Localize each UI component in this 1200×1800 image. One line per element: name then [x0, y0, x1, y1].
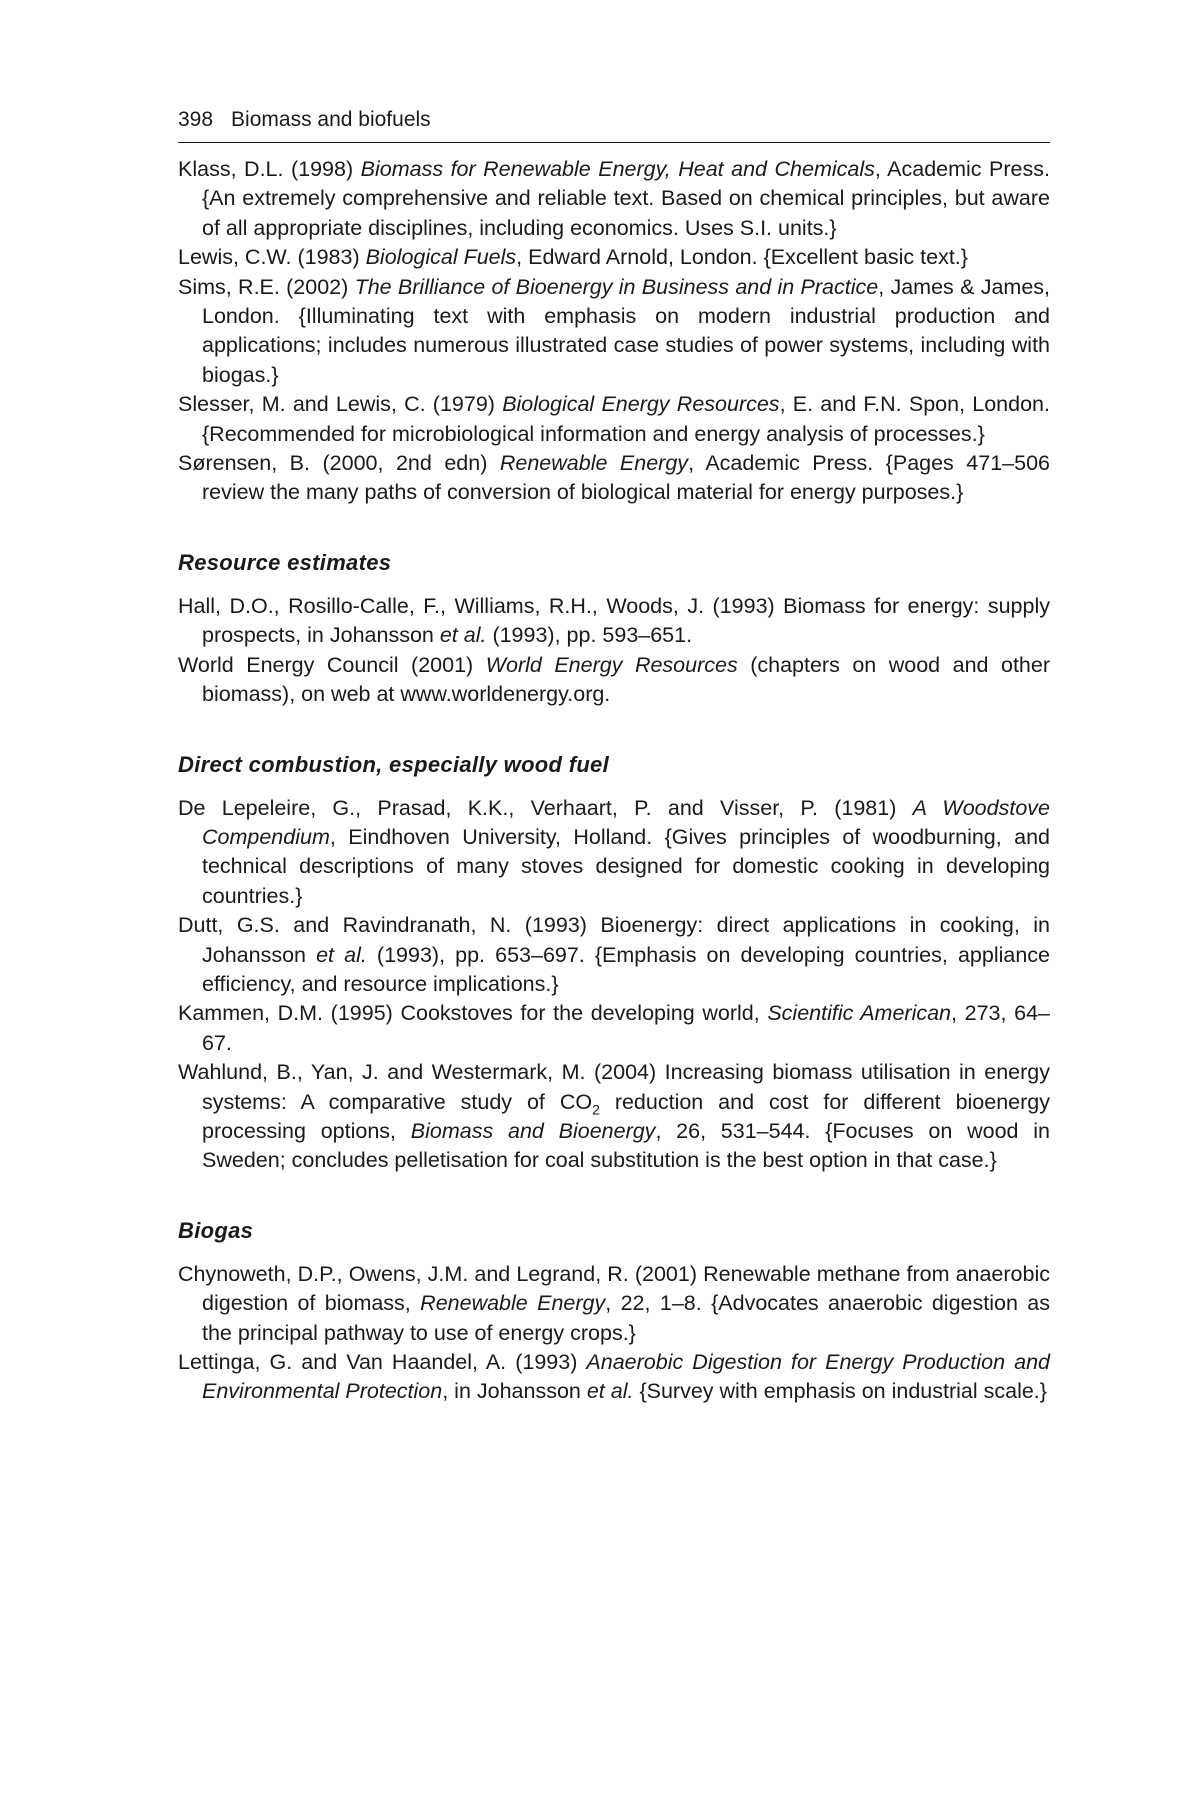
- reference-entry: Sims, R.E. (2002) The Brilliance of Bioenergy in Business and in Practice, James & James, London. {Illuminating text with emphasis on modern industrial production and applications; includes numerous illustrated case studies of power systems, including with biogas.}: [178, 274, 1050, 387]
- reference-entry: De Lepeleire, G., Prasad, K.K., Verhaart, P. and Visser, P. (1981) A Woodstove Compendium, Eindhoven University, Holland. {Gives principles of woodburning, and technical descriptions of many stoves designed for domestic cooking in developing countries.}: [178, 795, 1050, 908]
- reference-entry: Hall, D.O., Rosillo-Calle, F., Williams, R.H., Woods, J. (1993) Biomass for energy: supply prospects, in Johansson et al. (1993), pp. 593–651.: [178, 593, 1050, 648]
- reference-list-biogas: [178, 1260, 1050, 1407]
- book-page: [178, 108, 1050, 1407]
- page-number: 398: [178, 108, 214, 131]
- reference-entry: Kammen, D.M. (1995) Cookstoves for the developing world, Scientific American, 273, 64–67.: [178, 1001, 1050, 1055]
- reference-list-combustion: [178, 794, 1050, 1176]
- running-head: [178, 108, 1050, 143]
- reference-entry: Wahlund, B., Yan, J. and Westermark, M. (2004) Increasing biomass utilisation in energy systems: A comparative study of $CO_2$ reduction and cost for different bioenergy processing options, Biomass and Bioenergy, 26, 531–544. {Focuses on wood in Sweden; concludes pelletisation for coal substitution is the best option in that case.}: [178, 1060, 1051, 1173]
- reference-entry: Lewis, C.W. (1983) Biological Fuels, Edward Arnold, London. {Excellent basic text.}: [178, 245, 968, 270]
- section-heading-direct-combustion: Direct combustion, especially wood fuel: [178, 751, 610, 777]
- reference-entry: Klass, D.L. (1998) Biomass for Renewable Energy, Heat and Chemicals, Academic Press. {An extremely comprehensive and reliable text. Based on chemical principles, but aware of all appropriate disciplines, including economics. Uses S.I. units.}: [178, 157, 1050, 240]
- reference-list-general: [178, 155, 1050, 508]
- section-heading-biogas: Biogas: [178, 1217, 254, 1243]
- reference-entry: Chynoweth, D.P., Owens, J.M. and Legrand, R. (2001) Renewable methane from anaerobic digestion of biomass, Renewable Energy, 22, 1–8. {Advocates anaerobic digestion as the principal pathway to use of energy crops.}: [178, 1261, 1050, 1345]
- reference-entry: Sørensen, B. (2000, 2nd edn) Renewable Energy, Academic Press. {Pages 471–506 review the many paths of conversion of biological material for energy purposes.}: [178, 451, 1051, 505]
- running-title: Biomass and biofuels: [231, 108, 431, 131]
- reference-list-resource: [178, 592, 1050, 710]
- section-heading-resource-estimates: Resource estimates: [178, 549, 392, 575]
- reference-entry: World Energy Council (2001) World Energy Resources (chapters on wood and other biomass), on web at www.worldenergy.org.: [178, 652, 1050, 707]
- reference-entry: Dutt, G.S. and Ravindranath, N. (1993) Bioenergy: direct applications in cooking, in Johansson et al. (1993), pp. 653–697. {Emphasis on developing countries, appliance efficiency, and resource implications.}: [178, 913, 1050, 996]
- reference-entry: Slesser, M. and Lewis, C. (1979) Biological Energy Resources, E. and F.N. Spon, London. {Recommended for microbiological information and energy analysis of processes.}: [178, 392, 1050, 446]
- reference-entry: Lettinga, G. and Van Haandel, A. (1993) Anaerobic Digestion for Energy Production and Environmental Protection, in Johansson et al. {Survey with emphasis on industrial scale.}: [178, 1350, 1050, 1404]
